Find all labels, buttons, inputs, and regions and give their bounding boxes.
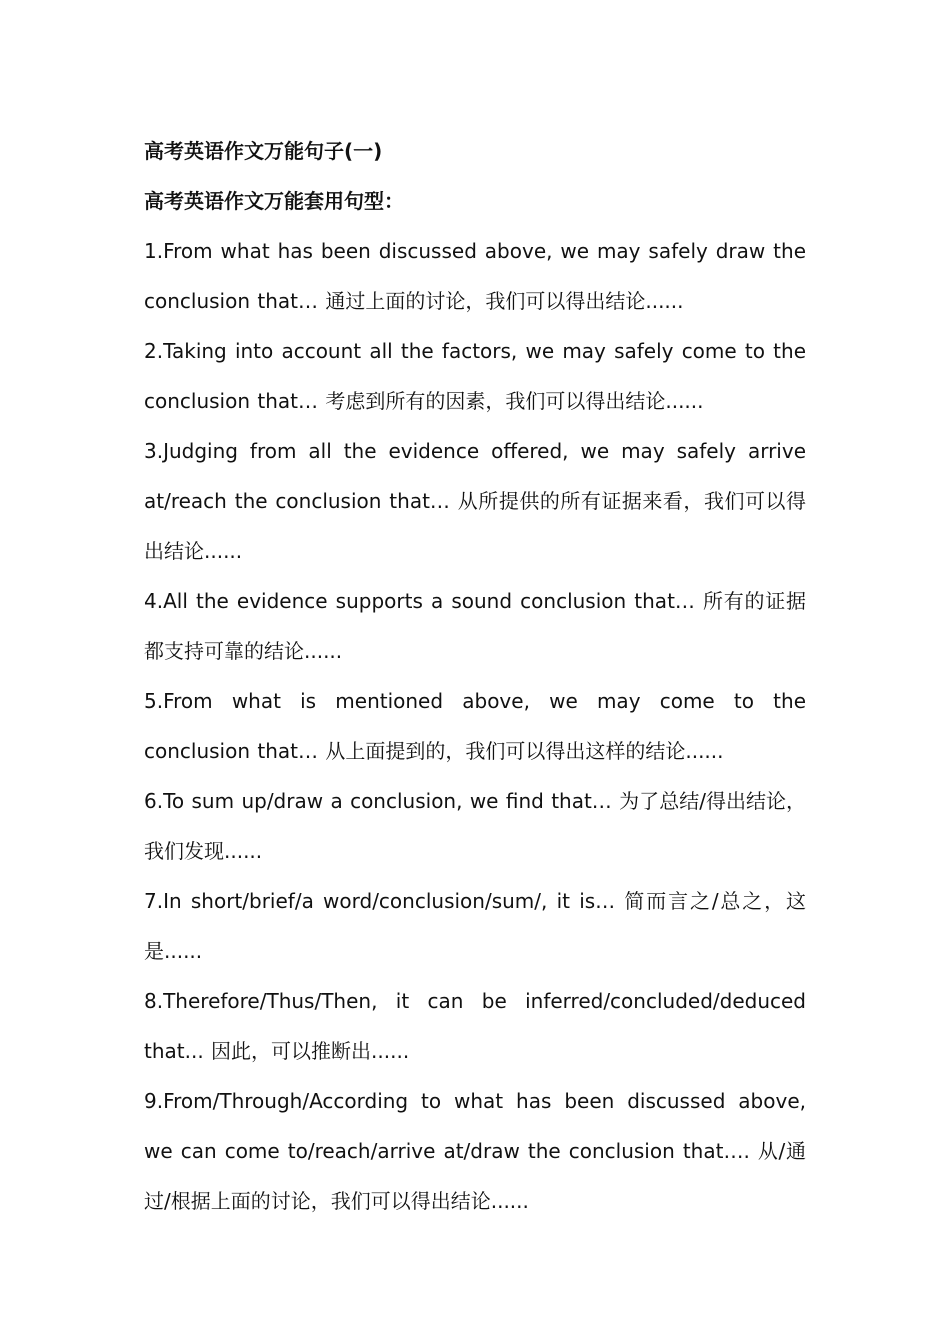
document-page [144,126,806,1226]
sentence-item-7: 7.In short/brief/a word/conclusion/sum/, it is… 简而言之/总之，这是...... [144,889,806,963]
document-subtitle: 高考英语作文万能套用句型： [144,189,404,213]
sentence-item-8: 8.Therefore/Thus/Then, it can be inferred/concluded/deduced that... 因此，可以推断出...... [144,989,806,1063]
document-title: 高考英语作文万能句子(一) [144,139,383,163]
sentence-item-3: 3.Judging from all the evidence offered, we may safely arrive at/reach the conclusion that… 从所提供的所有证据来看，我们可以得出结论...... [144,439,806,563]
sentence-item-9: 9.From/Through/According to what has been discussed above, we can come to/reach/arrive at/draw the conclusion that…. 从/通过/根据上面的讨论，我们可以得出结论...... [144,1089,806,1213]
sentence-item-2: 2.Taking into account all the factors, we may safely come to the conclusion that… 考虑到所有的因素，我们可以得出结论...... [144,339,806,413]
sentence-item-4: 4.All the evidence supports a sound conclusion that… 所有的证据都支持可靠的结论...... [144,589,806,663]
sentence-item-6: 6.To sum up/draw a conclusion, we find that… 为了总结/得出结论，我们发现...... [144,789,806,863]
sentence-item-5: 5.From what is mentioned above, we may come to the conclusion that… 从上面提到的，我们可以得出这样的结论...... [144,689,806,763]
sentence-item-1: 1.From what has been discussed above, we may safely draw the conclusion that… 通过上面的讨论，我们可以得出结论...... [144,239,806,313]
